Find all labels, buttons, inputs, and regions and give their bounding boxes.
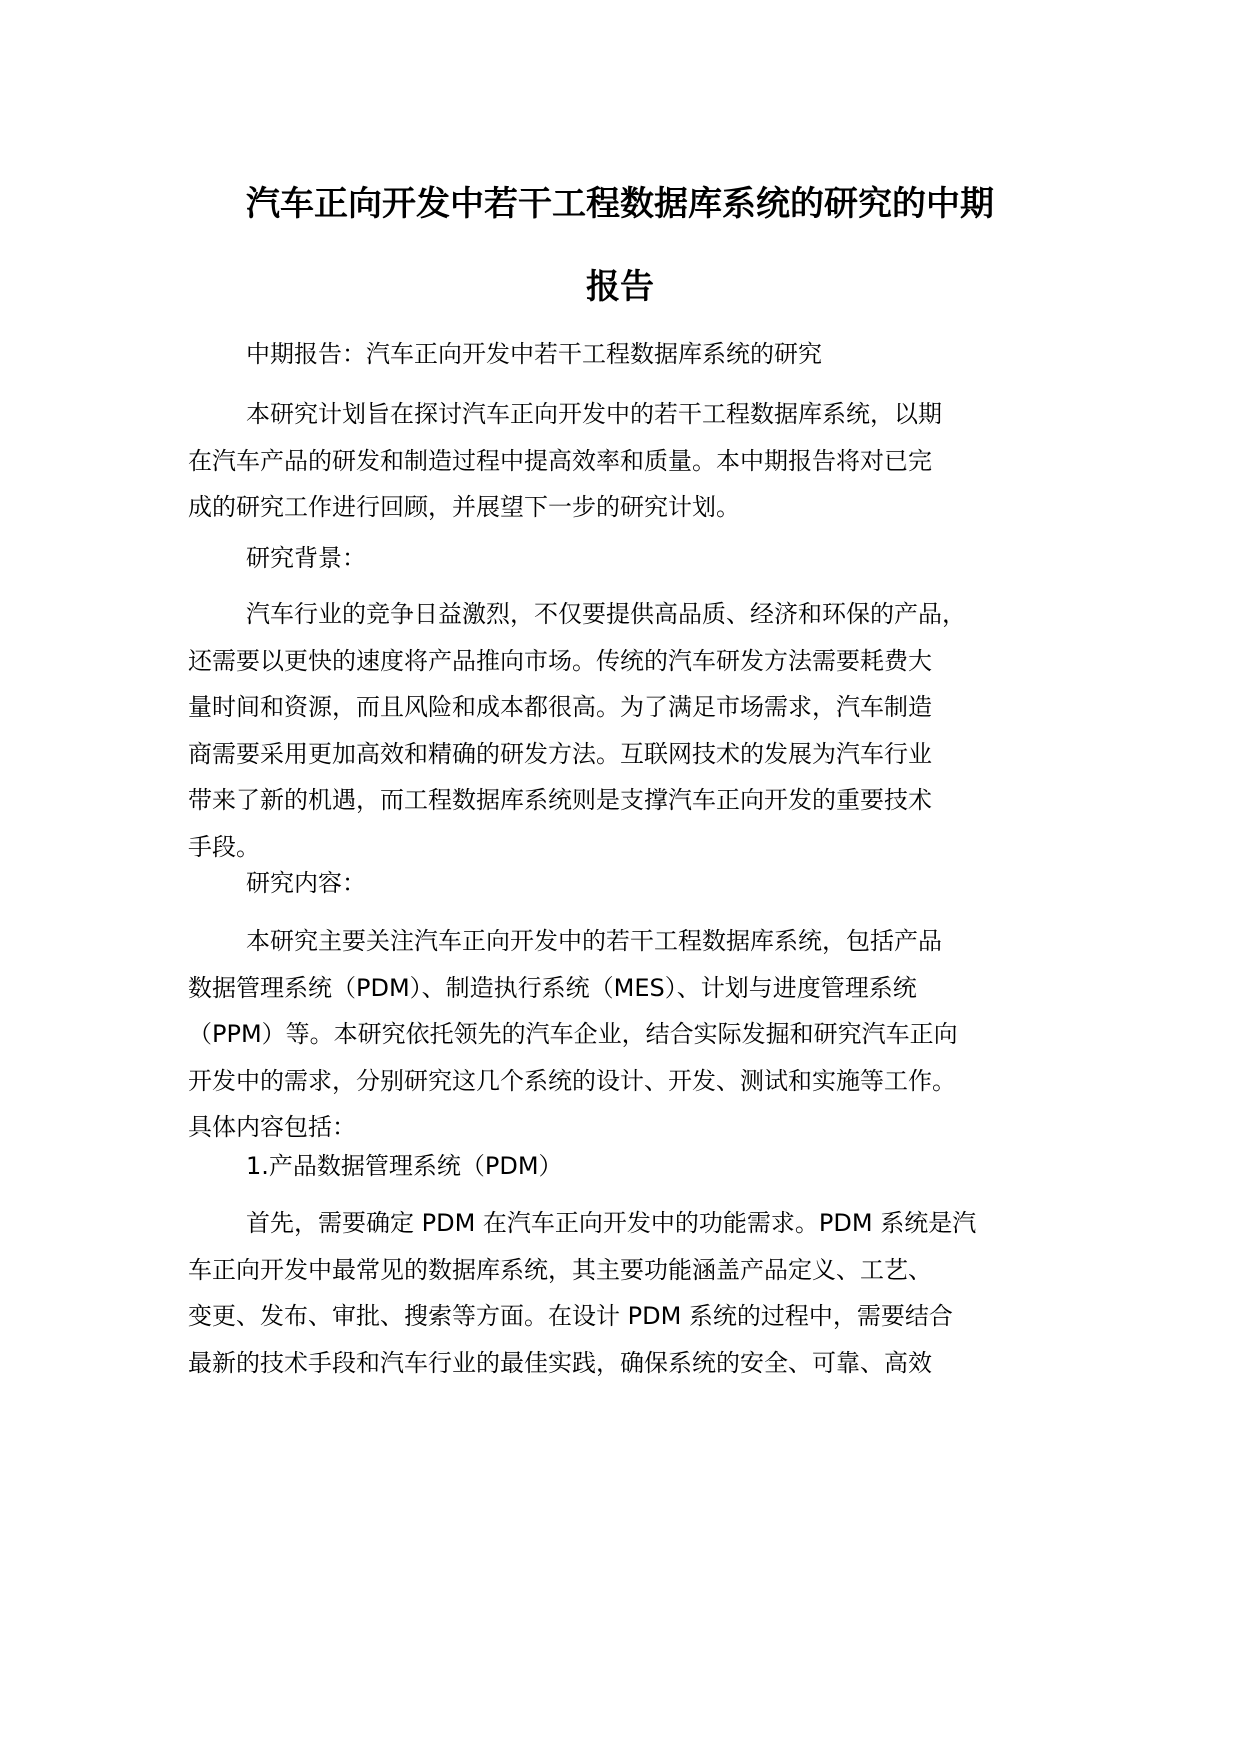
paragraph-intro-heading (188, 331, 1088, 378)
paragraph-line: 还需要以更快的速度将产品推向市场。传统的汽车研发方法需要耗费大 (188, 646, 932, 675)
paragraph-purpose (188, 391, 1088, 531)
paragraph-line: 1.产品数据管理系统（PDM） (246, 1152, 563, 1180)
section-heading-background (188, 535, 1088, 582)
paragraph-line: 手段。 (188, 832, 260, 861)
document-title-line-1: 汽车正向开发中若干工程数据库系统的研究的中期 (246, 184, 994, 224)
paragraph-line: 最新的技术手段和汽车行业的最佳实践，确保系统的安全、可靠、高效 (188, 1348, 932, 1377)
paragraph-content (188, 918, 1088, 1151)
paragraph-line: （PPM）等。本研究依托领先的汽车企业，结合实际发掘和研究汽车正向 (188, 1020, 958, 1048)
paragraph-line: 量时间和资源，而且风险和成本都很高。为了满足市场需求，汽车制造 (188, 693, 932, 721)
section-heading-pdm (188, 1143, 1088, 1190)
paragraph-line: 具体内容包括： (188, 1113, 356, 1141)
paragraph-line: 带来了新的机遇，而工程数据库系统则是支撑汽车正向开发的重要技术 (188, 786, 932, 814)
paragraph-line: 本研究计划旨在探讨汽车正向开发中的若干工程数据库系统，以期 (246, 400, 942, 428)
paragraph-pdm (188, 1200, 1088, 1386)
paragraph-line: 在汽车产品的研发和制造过程中提高效率和质量。本中期报告将对已完 (188, 446, 932, 475)
paragraph-line: 车正向开发中最常见的数据库系统，其主要功能涵盖产品定义、工艺、 (188, 1255, 932, 1284)
document-title-line-2: 报告 (586, 267, 654, 307)
paragraph-line: 中期报告：汽车正向开发中若干工程数据库系统的研究 (246, 340, 822, 368)
paragraph-line: 本研究主要关注汽车正向开发中的若干工程数据库系统，包括产品 (246, 927, 942, 955)
paragraph-line: 变更、发布、审批、搜索等方面。在设计 PDM 系统的过程中，需要结合 (188, 1302, 953, 1330)
paragraph-line: 研究背景： (246, 544, 366, 572)
paragraph-line: 研究内容： (246, 869, 366, 897)
paragraph-line: 首先，需要确定 PDM 在汽车正向开发中的功能需求。PDM 系统是汽 (246, 1209, 977, 1237)
section-heading-content (188, 860, 1088, 907)
paragraph-line: 商需要采用更加高效和精确的研发方法。互联网技术的发展为汽车行业 (188, 739, 932, 768)
paragraph-line: 汽车行业的竞争日益激烈，不仅要提供高品质、经济和环保的产品， (246, 600, 966, 628)
paragraph-background (188, 591, 1088, 870)
paragraph-line: 开发中的需求，分别研究这几个系统的设计、开发、测试和实施等工作。 (188, 1066, 956, 1095)
paragraph-line: 数据管理系统（PDM）、制造执行系统（MES）、计划与进度管理系统 (188, 973, 917, 1002)
paragraph-line: 成的研究工作进行回顾，并展望下一步的研究计划。 (188, 493, 740, 521)
